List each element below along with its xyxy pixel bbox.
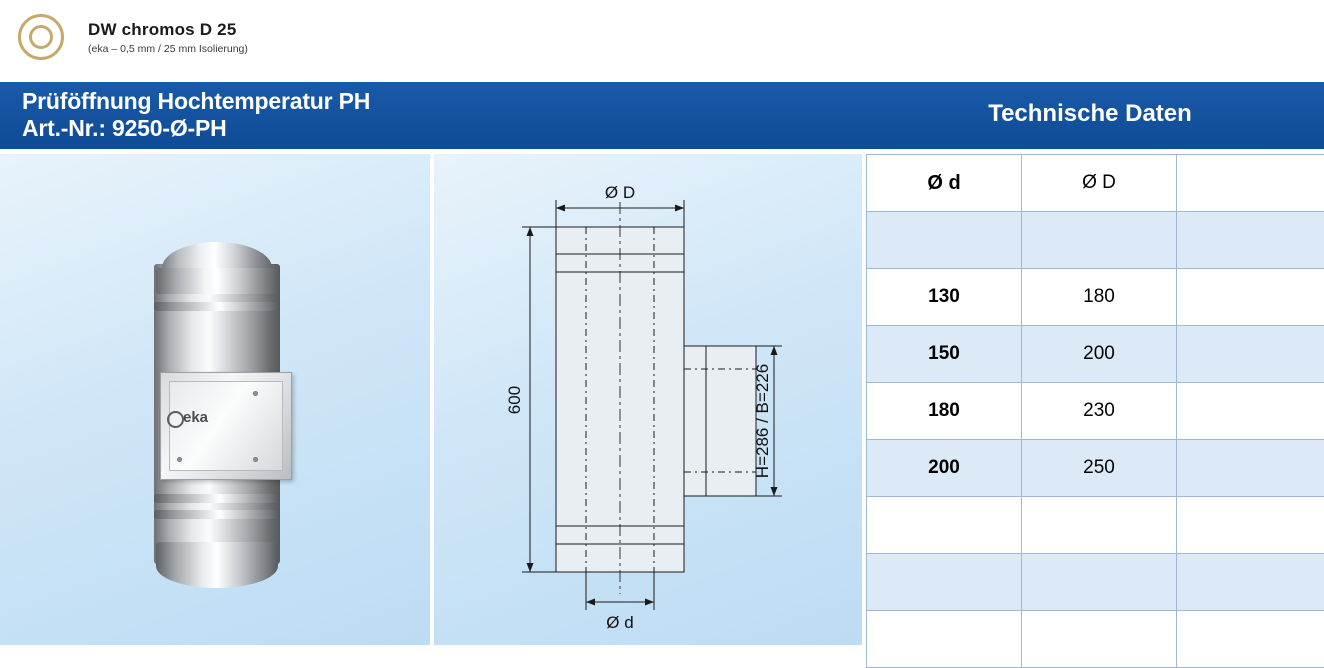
cell-outer-diameter bbox=[1022, 611, 1177, 668]
cell-outer-diameter bbox=[1022, 554, 1177, 611]
table-row bbox=[867, 497, 1324, 554]
cell-extra bbox=[1177, 497, 1324, 554]
technical-data-table bbox=[866, 154, 1324, 668]
cell-inner-diameter: 130 bbox=[867, 269, 1022, 326]
technical-drawing-panel bbox=[434, 154, 862, 645]
table-row bbox=[867, 554, 1324, 611]
brand-header bbox=[0, 0, 1324, 78]
label-outer-diameter: Ø D bbox=[605, 183, 635, 202]
label-inner-diameter: Ø d bbox=[606, 613, 633, 632]
product-photo bbox=[140, 242, 300, 590]
table-row bbox=[867, 212, 1324, 269]
technical-drawing bbox=[434, 154, 862, 645]
inspection-door bbox=[160, 372, 292, 480]
table-row bbox=[867, 383, 1324, 440]
cell-outer-diameter: 200 bbox=[1022, 326, 1177, 383]
brand-subtitle: (eka – 0,5 mm / 25 mm Isolierung) bbox=[88, 43, 248, 55]
eka-ring-icon bbox=[167, 411, 184, 428]
cell-inner-diameter: 180 bbox=[867, 383, 1022, 440]
table-row bbox=[867, 611, 1324, 668]
cell-inner-diameter bbox=[867, 554, 1022, 611]
cell-extra bbox=[1177, 440, 1324, 497]
cell-outer-diameter bbox=[1022, 497, 1177, 554]
cell-outer-diameter: 180 bbox=[1022, 269, 1177, 326]
cell-outer-diameter: 250 bbox=[1022, 440, 1177, 497]
technical-data-heading: Technische Daten bbox=[866, 100, 1314, 128]
cell-extra bbox=[1177, 611, 1324, 668]
cell-extra bbox=[1177, 383, 1324, 440]
product-name: Prüföffnung Hochtemperatur PH bbox=[22, 88, 822, 115]
cell-extra bbox=[1177, 212, 1324, 269]
header-cell-inner-diameter: Ø d bbox=[867, 155, 1022, 212]
cell-extra bbox=[1177, 326, 1324, 383]
cell-inner-diameter: 200 bbox=[867, 440, 1022, 497]
product-photo-panel bbox=[0, 154, 430, 645]
cell-inner-diameter bbox=[867, 212, 1022, 269]
table-row bbox=[867, 269, 1324, 326]
label-opening-size: H=286 / B=226 bbox=[753, 364, 772, 478]
header-cell-empty bbox=[1177, 155, 1324, 212]
cell-extra bbox=[1177, 554, 1324, 611]
label-length: 600 bbox=[505, 386, 524, 414]
cell-inner-diameter bbox=[867, 497, 1022, 554]
article-number: Art.-Nr.: 9250-Ø-PH bbox=[22, 115, 822, 142]
table-row bbox=[867, 326, 1324, 383]
cell-outer-diameter bbox=[1022, 212, 1177, 269]
table-row bbox=[867, 440, 1324, 497]
table-header-row bbox=[867, 155, 1324, 212]
cell-extra bbox=[1177, 269, 1324, 326]
cell-inner-diameter bbox=[867, 611, 1022, 668]
double-ring-icon bbox=[18, 14, 70, 66]
cell-outer-diameter: 230 bbox=[1022, 383, 1177, 440]
brand-title: DW chromos D 25 bbox=[88, 20, 236, 40]
header-cell-outer-diameter: Ø D bbox=[1022, 155, 1177, 212]
photo-logo-text: eka bbox=[183, 409, 208, 426]
cell-inner-diameter: 150 bbox=[867, 326, 1022, 383]
